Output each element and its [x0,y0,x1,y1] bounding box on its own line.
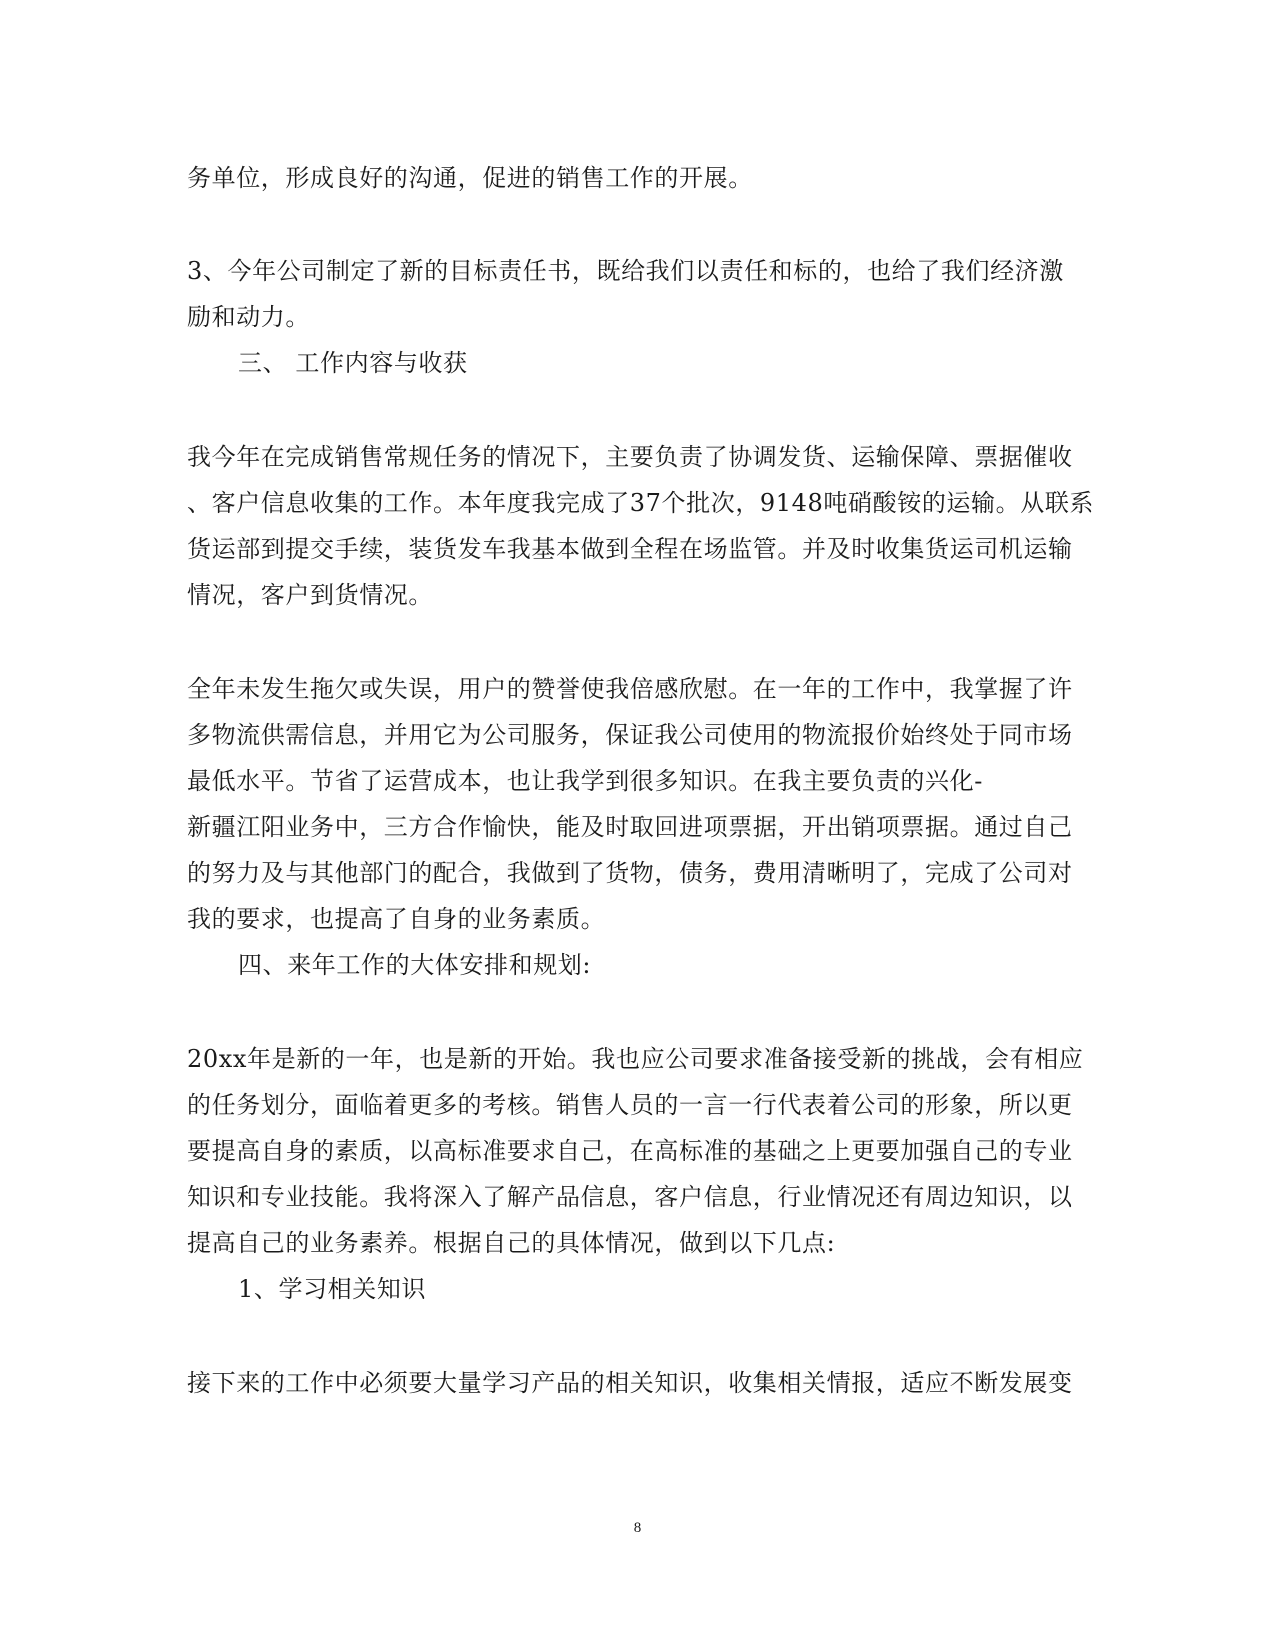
page-number: 8 [633,1520,642,1536]
paragraph-line: 知识和专业技能。我将深入了解产品信息，客户信息，行业情况还有周边知识，以 [187,1183,1073,1211]
paragraph-line: 我的要求，也提高了自身的业务素质。 [187,905,606,933]
paragraph-line: 务单位，形成良好的沟通，促进的销售工作的开展。 [187,164,753,192]
paragraph-line: 要提高自身的素质，以高标准要求自己，在高标准的基础之上更要加强自己的专业 [187,1137,1073,1165]
paragraph-line: 货运部到提交手续，装货发车我基本做到全程在场监管。并及时收集货运司机运输 [187,535,1073,563]
paragraph-line: 励和动力。 [187,303,310,331]
paragraph-line: 新疆江阳业务中，三方合作愉快，能及时取回进项票据，开出销项票据。通过自己 [187,813,1073,841]
paragraph-line: 20xx年是新的一年，也是新的开始。我也应公司要求准备接受新的挑战，会有相应 [187,1045,1084,1073]
paragraph-line: 多物流供需信息，并用它为公司服务，保证我公司使用的物流报价始终处于同市场 [187,721,1073,749]
paragraph-line: 、客户信息收集的工作。本年度我完成了37个批次，9148吨硝酸铵的运输。从联系 [187,489,1095,517]
paragraph-line: 的努力及与其他部门的配合，我做到了货物，债务，费用清晰明了，完成了公司对 [187,859,1073,887]
section-heading: 四、来年工作的大体安排和规划: [238,951,592,979]
paragraph-line: 全年未发生拖欠或失误，用户的赞誉使我倍感欣慰。在一年的工作中，我掌握了许 [187,675,1073,703]
paragraph-line: 3、今年公司制定了新的目标责任书，既给我们以责任和标的，也给了我们经济激 [187,257,1064,285]
paragraph-line: 的任务划分，面临着更多的考核。销售人员的一言一行代表着公司的形象，所以更 [187,1091,1073,1119]
subsection-heading: 1、学习相关知识 [238,1275,427,1303]
paragraph-line: 接下来的工作中必须要大量学习产品的相关知识，收集相关情报，适应不断发展变 [187,1369,1073,1397]
paragraph-line: 我今年在完成销售常规任务的情况下，主要负责了协调发货、运输保障、票据催收 [187,443,1073,471]
paragraph-line: 情况，客户到货情况。 [187,581,433,609]
paragraph-line: 最低水平。节省了运营成本，也让我学到很多知识。在我主要负责的兴化- [187,767,983,795]
section-heading: 三、 工作内容与收获 [238,349,468,377]
paragraph-line: 提高自己的业务素养。根据自己的具体情况，做到以下几点: [187,1229,836,1257]
